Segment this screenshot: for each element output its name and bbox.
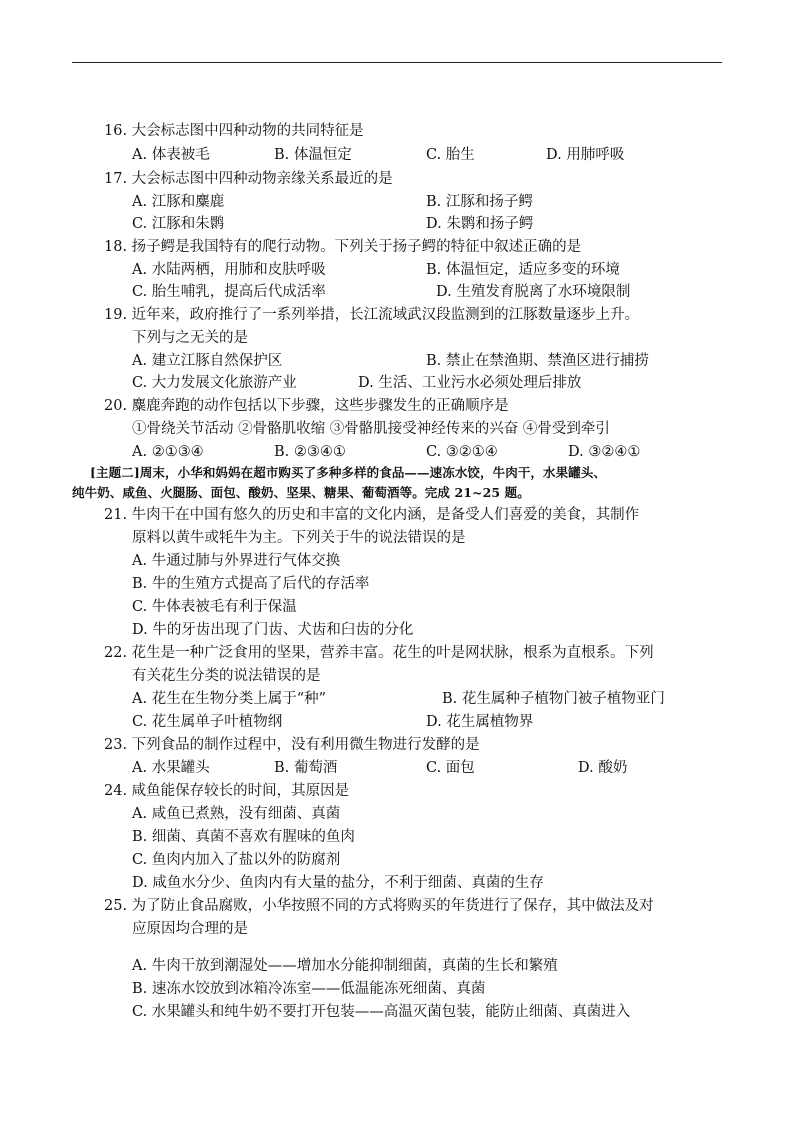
question-25-option-a[interactable]: A. 牛肉干放到潮湿处——增加水分能抑制细菌，真菌的生长和繁殖	[132, 958, 558, 974]
option-d[interactable]: D. 生殖发育脱离了水环境限制	[436, 284, 631, 300]
option-b[interactable]: B. 体温恒定	[274, 147, 352, 163]
question-20-steps: ①骨绕关节活动 ②骨骼肌收缩 ③骨骼肌接受神经传来的兴奋 ④骨受到牵引	[132, 421, 610, 437]
question-20-stem: 20. 麋鹿奔跑的动作包括以下步骤，这些步骤发生的正确顺序是	[104, 398, 509, 414]
question-19-stem-cont: 下列与之无关的是	[132, 330, 248, 346]
theme-2-intro-line1: [主题二]周末，小华和妈妈在超市购买了多种多样的食品——速冻水饺，牛肉干，水果罐头、	[90, 465, 607, 480]
header-rule	[72, 62, 722, 63]
option-b[interactable]: B. ②③④①	[274, 444, 346, 460]
question-18-stem: 18. 扬子鳄是我国特有的爬行动物。下列关于扬子鳄的特征中叙述正确的是	[104, 239, 582, 255]
option-a[interactable]: A. 水陆两栖，用肺和皮肤呼吸	[132, 262, 326, 278]
question-17-stem: 17. 大会标志图中四种动物亲缘关系最近的是	[104, 171, 393, 187]
question-25-stem-cont: 应原因均合理的是	[132, 921, 248, 937]
option-d[interactable]: D. 酸奶	[578, 760, 628, 776]
option-a[interactable]: A. 体表被毛	[132, 147, 210, 163]
option-c[interactable]: C. 面包	[426, 760, 475, 776]
question-21-option-a[interactable]: A. 牛通过肺与外界进行气体交换	[132, 553, 341, 569]
question-22-stem-cont: 有关花生分类的说法错误的是	[132, 668, 321, 684]
question-21-option-b[interactable]: B. 牛的生殖方式提高了后代的存活率	[132, 576, 370, 592]
option-a[interactable]: A. 水果罐头	[132, 760, 210, 776]
option-a[interactable]: A. 花生在生物分类上属于“种”	[132, 691, 327, 707]
option-d[interactable]: D. 生活、工业污水必须处理后排放	[358, 375, 582, 391]
question-22-stem: 22. 花生是一种广泛食用的坚果，营养丰富。花生的叶是网状脉，根系为直根系。下列	[104, 645, 654, 661]
option-a[interactable]: A. 江豚和麋鹿	[132, 194, 225, 210]
question-24-option-a[interactable]: A. 咸鱼已煮熟，没有细菌、真菌	[132, 806, 341, 822]
option-b[interactable]: B. 葡萄酒	[274, 760, 338, 776]
question-16-stem: 16. 大会标志图中四种动物的共同特征是	[104, 123, 364, 139]
question-24-option-c[interactable]: C. 鱼肉内加入了盐以外的防腐剂	[132, 852, 341, 868]
option-c[interactable]: C. 胎生哺乳，提高后代成活率	[132, 284, 326, 300]
question-25-option-b[interactable]: B. 速冻水饺放到冰箱冷冻室——低温能冻死细菌、真菌	[132, 981, 486, 997]
option-c[interactable]: C. 花生属单子叶植物纲	[132, 714, 283, 730]
option-b[interactable]: B. 体温恒定，适应多变的环境	[426, 262, 620, 278]
question-21-stem-cont: 原料以黄牛或牦牛为主。下列关于牛的说法错误的是	[132, 530, 466, 546]
question-24-option-b[interactable]: B. 细菌、真菌不喜欢有腥味的鱼肉	[132, 829, 355, 845]
question-19-stem: 19. 近年来，政府推行了一系列举措，长江流域武汉段监测到的江豚数量逐步上升。	[104, 307, 640, 323]
question-25-stem: 25. 为了防止食品腐败，小华按照不同的方式将购买的年货进行了保存，其中做法及对	[104, 898, 654, 914]
option-d[interactable]: D. ③②④①	[568, 444, 641, 460]
option-a[interactable]: A. 建立江豚自然保护区	[132, 353, 283, 369]
option-b[interactable]: B. 江豚和扬子鳄	[426, 194, 533, 210]
question-21-option-d[interactable]: D. 牛的牙齿出现了门齿、犬齿和臼齿的分化	[132, 622, 414, 638]
option-d[interactable]: D. 花生属植物界	[426, 714, 534, 730]
option-b[interactable]: B. 禁止在禁渔期、禁渔区进行捕捞	[426, 353, 649, 369]
option-c[interactable]: C. ③②①④	[426, 444, 498, 460]
option-a[interactable]: A. ②①③④	[132, 444, 204, 460]
option-c[interactable]: C. 大力发展文化旅游产业	[132, 375, 297, 391]
question-24-stem: 24. 咸鱼能保存较长的时间，其原因是	[104, 783, 350, 799]
question-24-option-d[interactable]: D. 咸鱼水分少、鱼肉内有大量的盐分，不利于细菌、真菌的生存	[132, 875, 544, 891]
theme-2-intro-line2: 纯牛奶、咸鱼、火腿肠、面包、酸奶、坚果、糖果、葡萄酒等。完成 21~25 题。	[72, 485, 530, 500]
option-b[interactable]: B. 花生属种子植物门被子植物亚门	[442, 691, 665, 707]
question-21-option-c[interactable]: C. 牛体表被毛有利于保温	[132, 599, 297, 615]
question-23-stem: 23. 下列食品的制作过程中，没有利用微生物进行发酵的是	[104, 737, 480, 753]
option-d[interactable]: D. 用肺呼吸	[546, 147, 625, 163]
question-21-stem: 21. 牛肉干在中国有悠久的历史和丰富的文化内涵，是备受人们喜爱的美食，其制作	[104, 507, 640, 523]
option-c[interactable]: C. 江豚和朱鹮	[132, 216, 225, 232]
question-25-option-c[interactable]: C. 水果罐头和纯牛奶不要打开包装——高温灭菌包装，能防止细菌、真菌进入	[132, 1004, 631, 1020]
option-d[interactable]: D. 朱鹮和扬子鳄	[426, 216, 534, 232]
option-c[interactable]: C. 胎生	[426, 147, 475, 163]
